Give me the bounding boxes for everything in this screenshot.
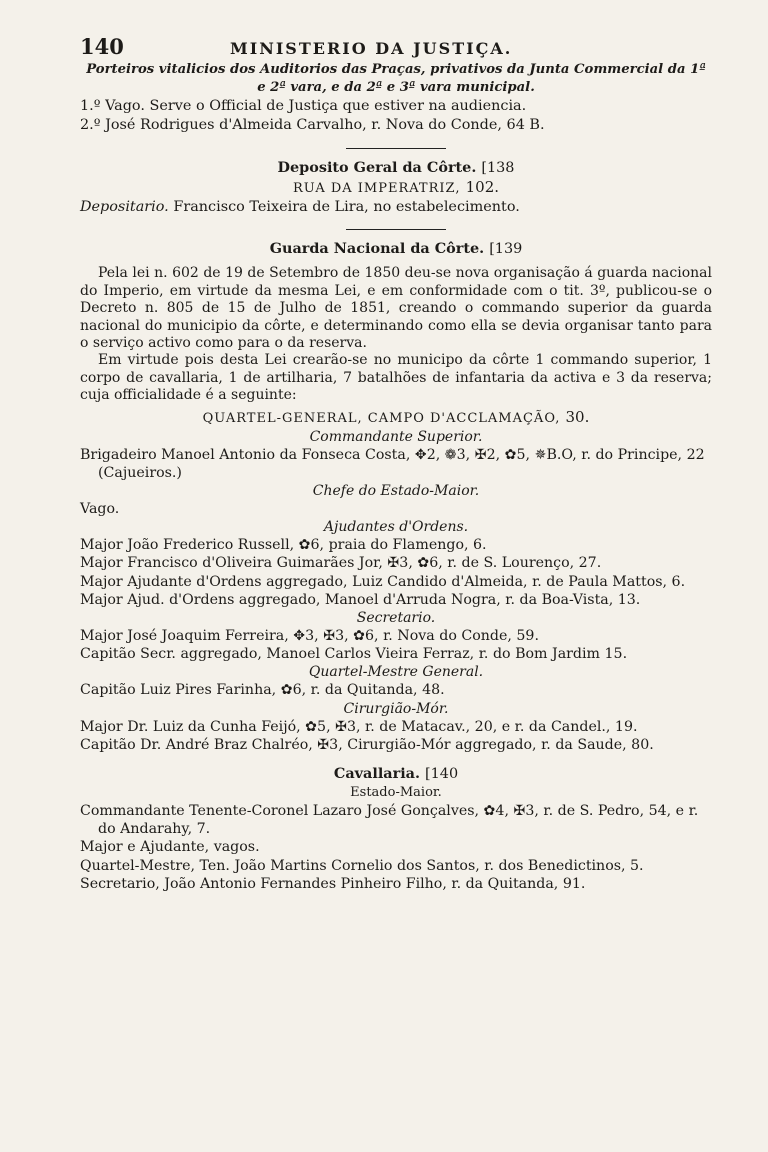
quartel-mestre-entry: Capitão Luiz Pires Farinha, ✿6, r. da Quitanda, 48. <box>80 682 445 699</box>
porteiros-heading: Porteiros vitalicios dos Auditorios das Praças, privativos da Junta Commercial da 1ª e 2ª vara, e da 2ª e 3ª vara municipal. <box>86 62 706 95</box>
page-header <box>80 34 712 59</box>
depositario-role: Depositario. <box>80 198 169 215</box>
guarda-title: Guarda Nacional da Côrte. <box>269 240 485 258</box>
quartel-general-address <box>80 408 712 428</box>
deposito-title: Deposito Geral da Côrte. <box>277 158 477 176</box>
cavallaria-entry: Commandante Tenente-Coronel Lazaro José Gonçalves, ✿4, ✠3, r. de S. Pedro, 54, e r. do Andarahy, 7. <box>80 803 699 838</box>
deposito-address <box>80 178 712 198</box>
running-title: MINISTERIO DA JUSTIÇA. <box>230 39 513 58</box>
chefe-entry: Vago. <box>80 501 120 518</box>
page-number: 140 <box>80 34 124 59</box>
quartel-mestre-heading: Quartel-Mestre General. <box>308 664 484 681</box>
quartel-general-number: 30. <box>565 407 590 426</box>
guarda-paragraph-2: Em virtude pois desta Lei crearão-se no municipo da côrte 1 commando superior, 1 corpo de cavallaria, 1 de artilharia, 7 batalhões de infantaria da activa e 3 da reserva; cuja officialidade é a seguinte: <box>80 352 712 404</box>
cirurgiao-entry: Capitão Dr. André Braz Chalréo, ✠3, Cirurgião-Mór aggregado, r. da Saude, 80. <box>80 736 654 753</box>
porteiro-line-1: 1.º Vago. Serve o Official de Justiça que estiver na audiencia. <box>80 98 527 114</box>
deposito-address-number: 102. <box>465 177 500 196</box>
cirurgiao-entry: Major Dr. Luiz da Cunha Feijó, ✿5, ✠3, r. de Matacav., 20, e r. da Candel., 19. <box>80 718 638 735</box>
cavallaria-title: Cavallaria. <box>333 765 420 783</box>
cavallaria-entry: Major e Ajudante, vagos. <box>80 839 260 856</box>
estado-maior-heading: Estado-Maior. <box>350 785 442 801</box>
cirurgiao-heading: Cirurgião-Mór. <box>343 700 449 717</box>
guarda-number: [139 <box>489 241 523 258</box>
commandante-entry: Brigadeiro Manoel Antonio da Fonseca Costa, ✥2, ❁3, ✠2, ✿5, ✵B.O, r. do Principe, 22 (Cajueiros.) <box>80 446 705 481</box>
guarda-paragraph-1: Pela lei n. 602 de 19 de Setembro de 1850 deu-se nova organisação á guarda nacional do Imperio, em virtude da mesma Lei, e em conformidade com o tit. 3º, publicou-se o Decreto n. 805 de 15 de Julho de 1851, creando o commando superior da guarda nacional do municipio da côrte, e determinando como ella se devia organisar tanto para o serviço activo como para o da reserva. <box>80 265 712 352</box>
cavallaria-number: [140 <box>425 766 459 783</box>
deposito-number: [138 <box>481 159 515 176</box>
ajudantes-heading: Ajudantes d'Ordens. <box>323 519 469 536</box>
commandante-heading: Commandante Superior. <box>309 428 483 445</box>
cavallaria-entry: Quartel-Mestre, Ten. João Martins Cornelio dos Santos, r. dos Benedictinos, 5. <box>80 857 644 874</box>
cavallaria-entry: Secretario, João Antonio Fernandes Pinheiro Filho, r. da Quitanda, 91. <box>80 875 586 892</box>
chefe-heading: Chefe do Estado-Maior. <box>312 483 480 500</box>
ajudante-entry: Major João Frederico Russell, ✿6, praia do Flamengo, 6. <box>80 537 487 554</box>
porteiro-line-2: 2.º José Rodrigues d'Almeida Carvalho, r. Nova do Conde, 64 B. <box>80 116 545 133</box>
guarda-heading <box>80 239 712 259</box>
depositario-entry <box>80 198 712 217</box>
depositario-name: Francisco Teixeira de Lira, no estabelecimento. <box>173 198 520 215</box>
secretario-heading: Secretario. <box>356 610 436 627</box>
secretario-entry: Major José Joaquim Ferreira, ✥3, ✠3, ✿6, r. Nova do Conde, 59. <box>80 628 539 645</box>
ajudante-entry: Major Francisco d'Oliveira Guimarães Jor, ✠3, ✿6, r. de S. Lourenço, 27. <box>80 555 602 572</box>
secretario-entry: Capitão Secr. aggregado, Manoel Carlos Vieira Ferraz, r. do Bom Jardim 15. <box>80 646 628 663</box>
deposito-heading <box>80 158 712 178</box>
quartel-general-label: QUARTEL-GENERAL, CAMPO D'ACCLAMAÇÃO, <box>202 410 561 426</box>
deposito-address-label: RUA DA IMPERATRIZ, <box>292 180 461 196</box>
ajudante-entry: Major Ajud. d'Ordens aggregado, Manoel d'Arruda Nogra, r. da Boa-Vista, 13. <box>80 591 641 608</box>
cavallaria-heading <box>80 764 712 784</box>
ajudante-entry: Major Ajudante d'Ordens aggregado, Luiz Candido d'Almeida, r. de Paula Mattos, 6. <box>80 573 686 590</box>
divider <box>346 148 446 149</box>
divider <box>346 229 446 230</box>
